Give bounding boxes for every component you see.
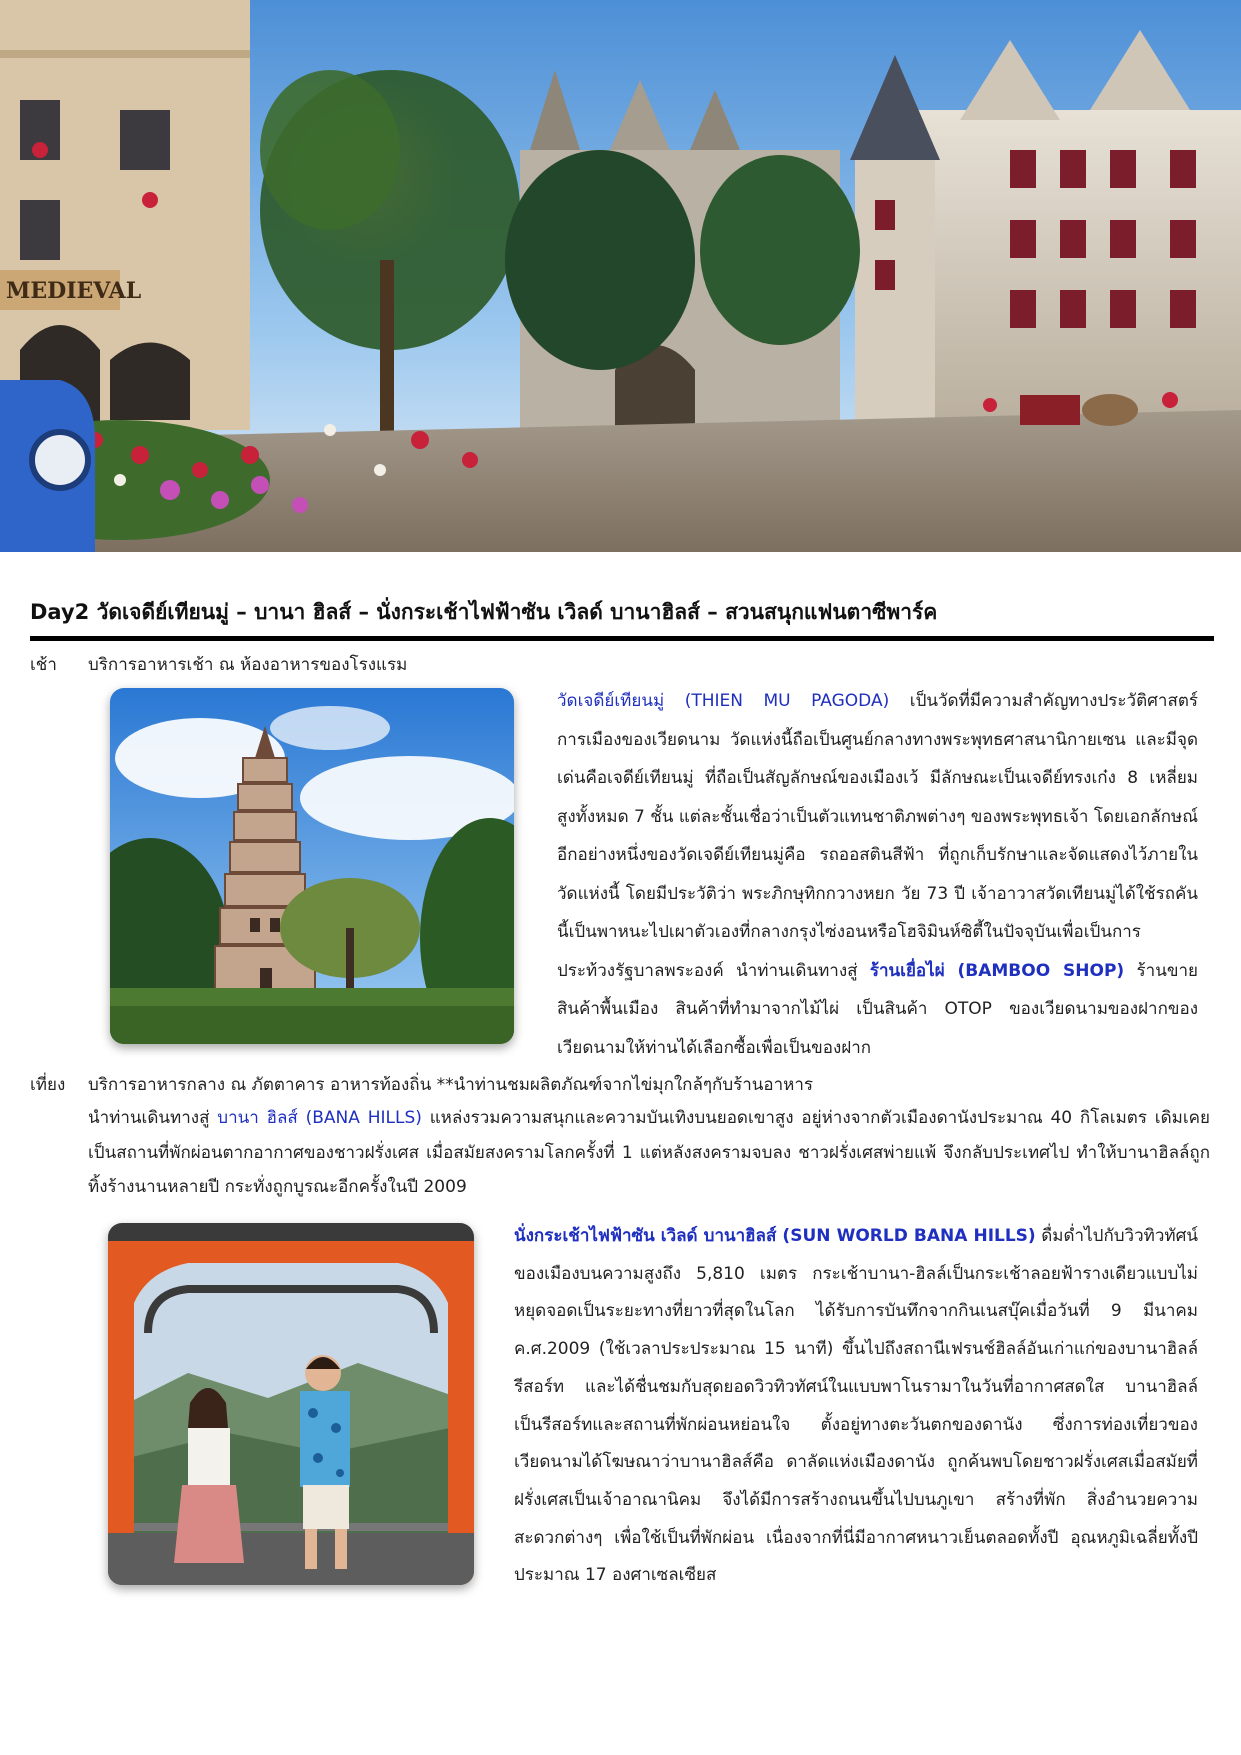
lunch-text: บริการอาหารกลาง ณ ภัตตาคาร อาหารท้องถิ่น **นำท่านชมผลิตภัณฑ์จากไข่มุกใกล้ๆกับร้านอาหาร: [88, 1075, 814, 1095]
title-divider: [30, 636, 1214, 641]
lunch-label: เที่ยง: [30, 1075, 66, 1095]
pagoda-illustration: [110, 688, 514, 1044]
hero-image: [0, 0, 1241, 552]
bana-hills-name: บานา ฮิลส์ (BANA HILLS): [217, 1108, 422, 1128]
day-title: Day2 วัดเจดีย์เทียนมู่ – บานา ฮิลส์ – นั่งกระเช้าไฟฟ้าซัน เวิลด์ บานาฮิลส์ – สวนสนุกแฟนตาซีพาร์ค: [30, 600, 938, 624]
bana-prefix: นำท่านเดินทางสู่: [88, 1108, 218, 1128]
hero-sign-text: MEDIEVAL: [6, 278, 142, 304]
hero-illustration: [0, 0, 1241, 552]
cable-car-text: ดื่มด่ำไปกับวิวทิวทัศน์ของเมืองบนความสูงถึง 5,810 เมตร กระเช้าบานา-ฮิลล์เป็นกระเช้าลอยฟ้ารางเดียวแบบไม่หยุดจอดเป็นระยะทางที่ยาวที่สุดในโลก ได้รับการบันทึกจากกินเนสบุ๊คเมื่อวันที่ 9 มีนาคม ค.ศ.2009 (ใช้เวลาประประมาณ 15 นาที) ขึ้นไปถึงสถานีเฟรนช์ฮิลล์อันเก่าแก่ของบานาฮิลล์รีสอร์ท และได้ชื่นชมกับสุดยอดวิวทิวทัศน์ในแบบพาโนรามาในวันที่อากาศสดใส บานาฮิลล์ เป็นรีสอร์ทและสถานที่พักผ่อนหย่อนใจ ตั้งอยู่ทางตะวันตกของดานัง ซึ่งการท่องเที่ยวของเวียดนามได้โฆษณาว่าบานาฮิลส์คือ ดาลัดแห่งเมืองดานัง ถูกค้นพบโดยชาวฝรั่งเศสเมื่อสมัยที่ฝรั่งเศสเป็นเจ้าอาณานิคม จึงได้มีการสร้างถนนขึ้นไปบนภูเขา สร้างที่พัก สิ่งอำนวยความสะดวกต่างๆ เพื่อใช้เป็นที่พักผ่อน เนื่องจากที่นี่มีอากาศหนาวเย็นตลอดทั้งปี อุณหภูมิเฉลี่ยทั้งปี ประมาณ 17 องศาเซลเซียส: [514, 1226, 1198, 1586]
cable-car-title: นั่งกระเช้าไฟฟ้าซัน เวิลด์ บานาฮิลส์ (SUN WORLD BANA HILLS): [514, 1226, 1036, 1246]
breakfast-text: บริการอาหารเช้า ณ ห้องอาหารของโรงแรม: [88, 655, 408, 675]
pagoda-photo: [110, 688, 514, 1044]
pagoda-text-2: ร้านขายสินค้าพื้นเมือง สินค้าที่ทำมาจากไม้ไผ่ เป็นสินค้า OTOP ของเวียดนามของฝากของเวียดนามให้ท่านได้เลือกซื้อเพื่อเป็นของฝาก: [557, 960, 1198, 1058]
cable-car-illustration: [108, 1223, 474, 1585]
cable-car-paragraph: [514, 1218, 1198, 1595]
bana-text: แหล่งรวมความสนุกและความบันเทิงบนยอดเขาสูง อยู่ห่างจากตัวเมืองดานังประมาณ 40 กิโลเมตร เดิมเคยเป็นสถานที่พักผ่อนตากอากาศของชาวฝรั่งเศส เมื่อสมัยสงครามโลกครั้งที่ 1 แต่หลังสงครามจบลง ชาวฝรั่งเศสพ่ายแพ้ จึงกลับประเทศไป ทำให้บานาฮิลล์ถูกทิ้งร้างนานหลายปี กระทั่งถูกบูรณะอีกครั้งในปี 2009: [88, 1108, 1210, 1197]
pagoda-title: วัดเจดีย์เทียนมู่ (THIEN MU PAGODA): [557, 691, 890, 711]
bana-hills-paragraph: [88, 1101, 1210, 1205]
pagoda-paragraph: [557, 682, 1198, 1067]
cable-car-photo: [108, 1223, 474, 1585]
bamboo-shop-name: ร้านเยื่อไผ่ (BAMBOO SHOP): [869, 960, 1125, 981]
breakfast-label: เช้า: [30, 655, 57, 675]
pagoda-text: เป็นวัดที่มีความสำคัญทางประวัติศาสตร์การเมืองของเวียดนาม วัดแห่งนี้ถือเป็นศูนย์กลางทางพระพุทธศาสนานิกายเซน และมีจุดเด่นคือเจดีย์เทียนมู่ ที่ถือเป็นสัญลักษณ์ของเมืองเว้ มีลักษณะเป็นเจดีย์ทรงเก๋ง 8 เหลี่ยม สูงทั้งหมด 7 ชั้น แต่ละชั้นเชื่อว่าเป็นตัวแทนชาติภพต่างๆ ของพระพุทธเจ้า โดยเอกลักษณ์อีกอย่างหนึ่งของวัดเจดีย์เทียนมู่คือ รถออสตินสีฟ้า ที่ถูกเก็บรักษาและจัดแสดงไว้ภายในวัดแห่งนี้ โดยมีประวัติว่า พระภิกษุทิกกวางหยก วัย 73 ปี เจ้าอาวาสวัดเทียนมู่ได้ใช้รถคันนี้เป็นพาหนะไปเผาตัวเองที่กลางกรุงไซ่งอนหรือโฮจิมินห์ซิตี้ในปัจจุบันเพื่อเป็นการประท้วงรัฐบาลพระองค์ นำท่านเดินทางสู่: [557, 691, 1199, 981]
